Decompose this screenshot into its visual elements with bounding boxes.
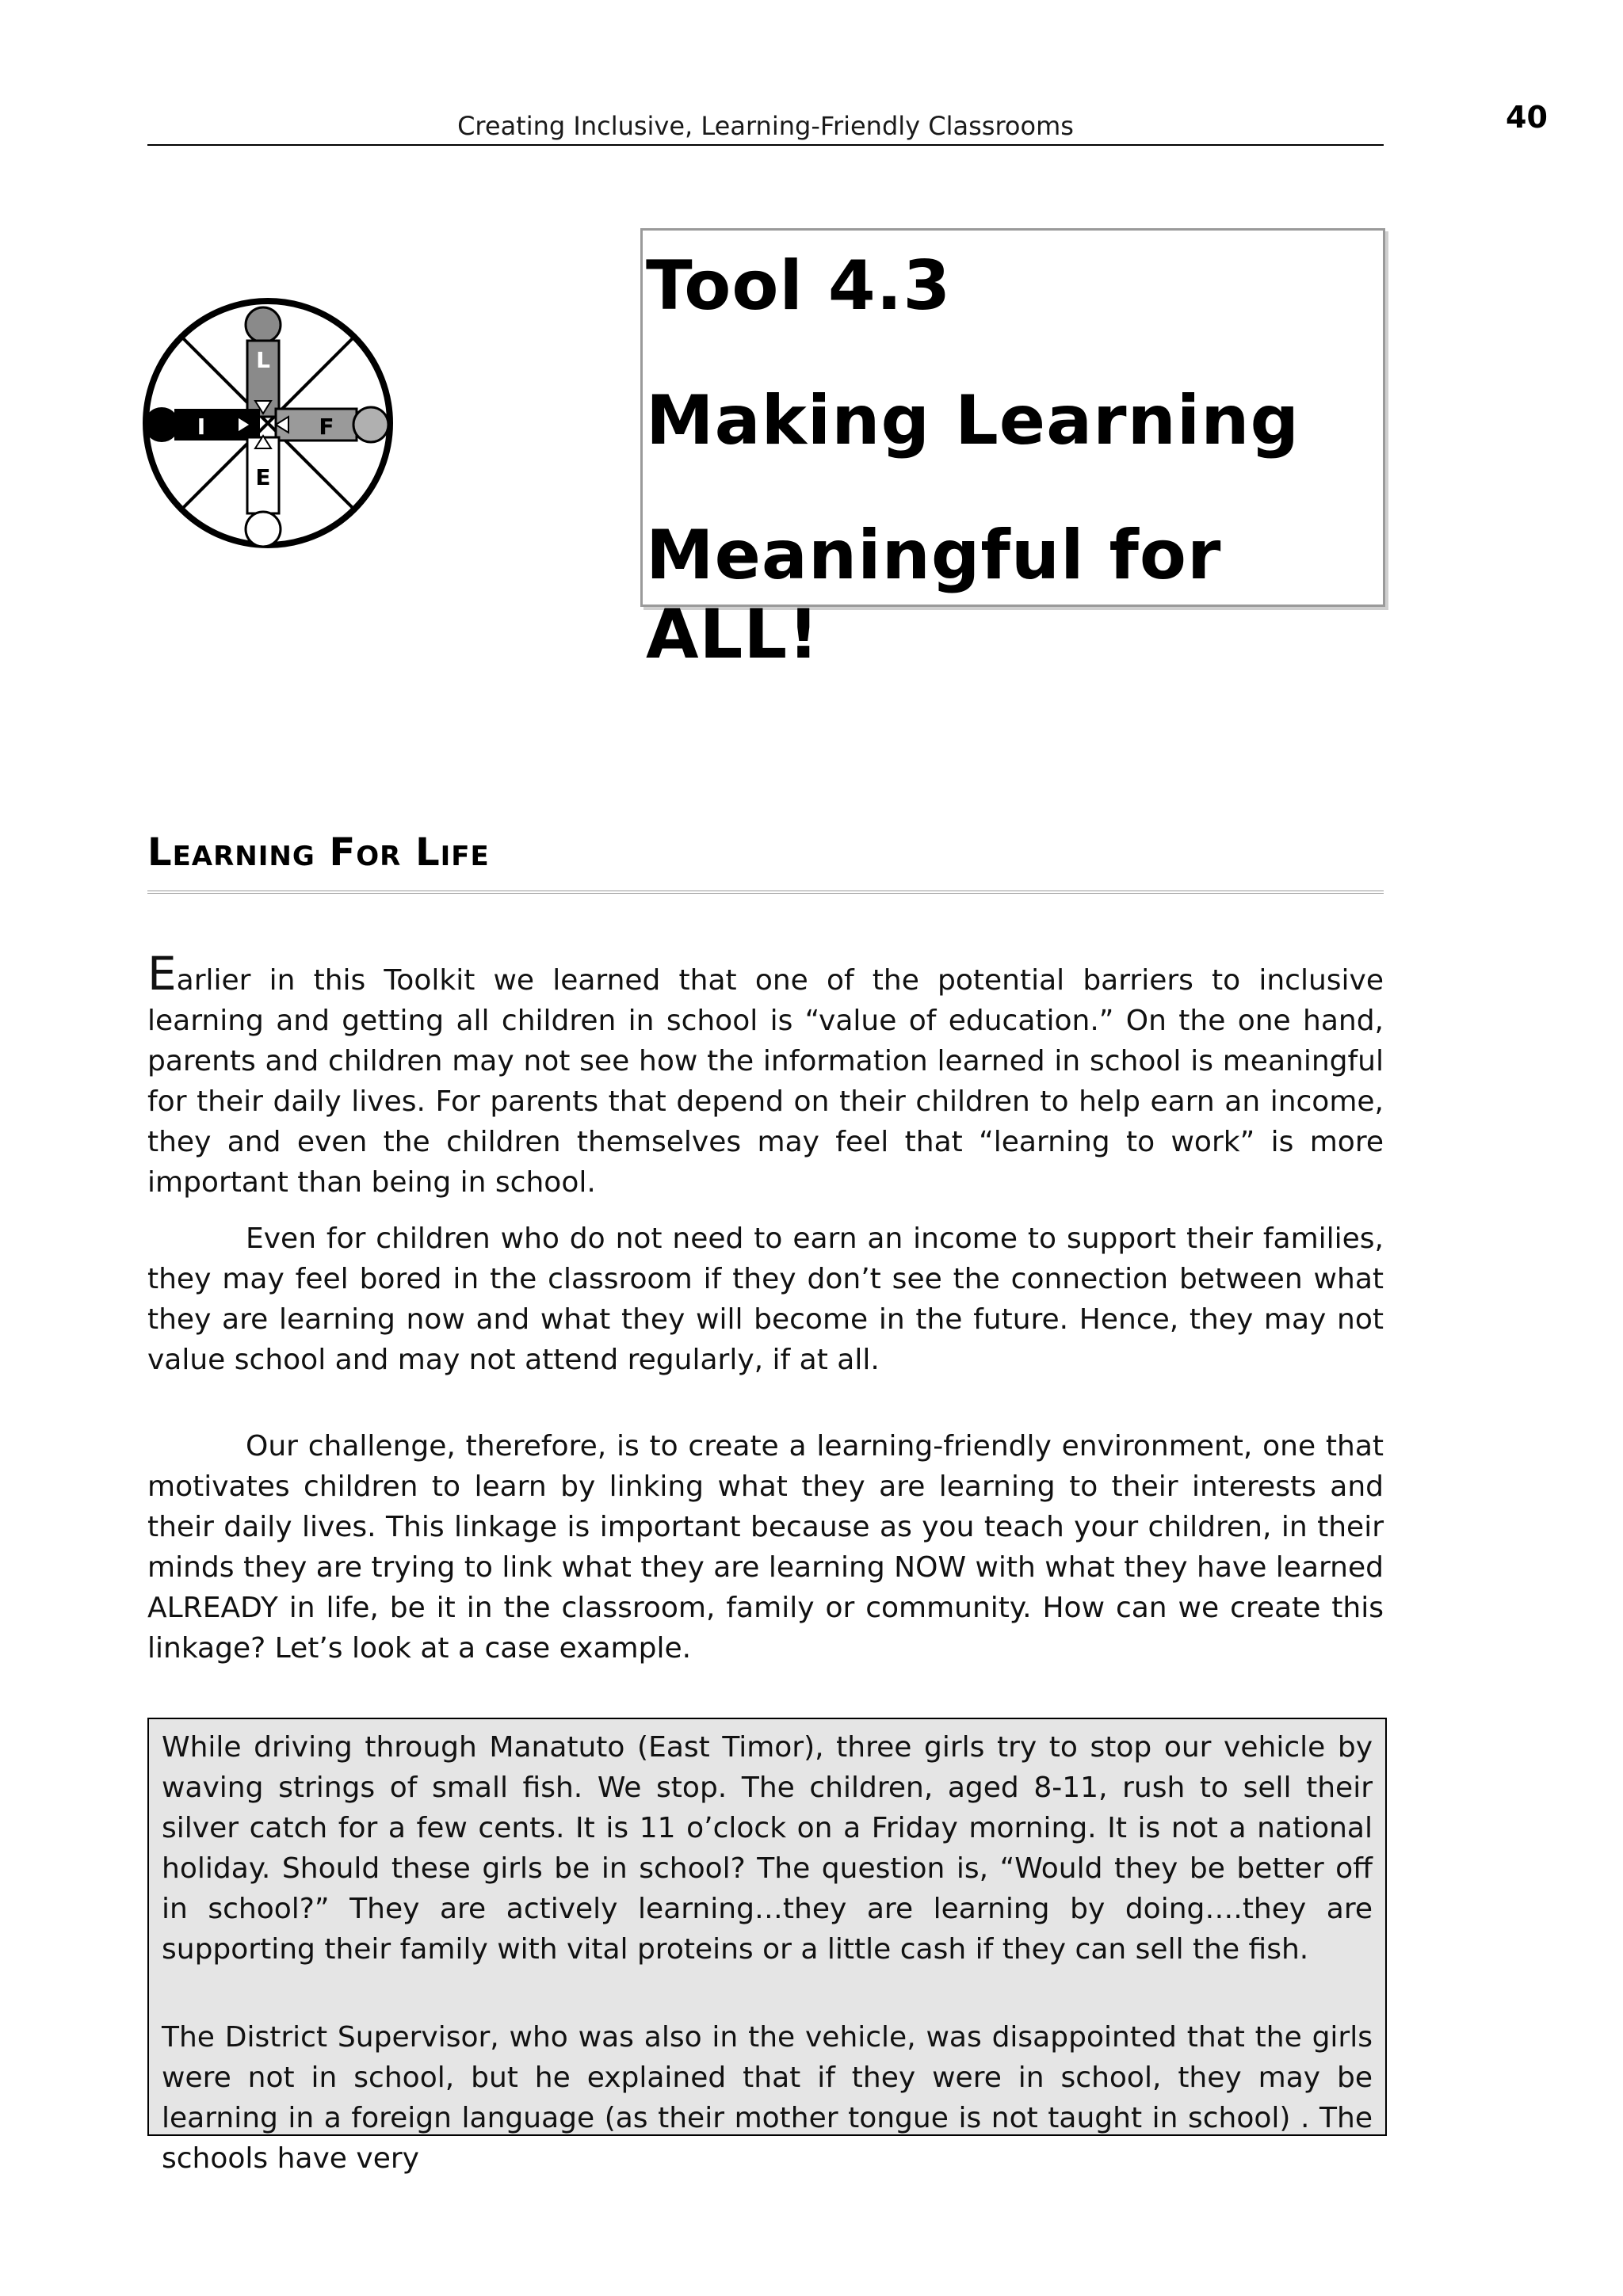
- running-title: Creating Inclusive, Learning-Friendly Classrooms: [457, 111, 1074, 141]
- case-paragraph-2: The District Supervisor, who was also in the vehicle, was disappointed that the girls were not in school, but he explained that if they were in school, they may be learning in a foreign language (as their mother tongue is not taught in school) . The schools have very: [162, 2021, 1373, 2175]
- drop-cap: E: [147, 947, 177, 1001]
- title-box: [640, 228, 1385, 674]
- tool-number: Tool 4.3: [646, 246, 952, 326]
- logo-letter-e: E: [255, 464, 271, 490]
- logo-letter-i: I: [197, 414, 206, 440]
- case-paragraph-1: While driving through Manatuto (East Timor), three girls try to stop our vehicle by waving strings of small fish. We stop. The children, aged 8-11, rush to sell their silver catch for a few cents. It is 11 o’clock on a Friday morning. It is not a national holiday. Should these girls be in school? The question is, “Would they be better off in school?” They are actively learning…they are learning by doing….they are supporting their family with vital proteins or a little cash if they can sell the fish.: [162, 1731, 1373, 1966]
- body-paragraph-1: [147, 947, 1384, 1203]
- body-paragraph-2-text: Even for children who do not need to earn an income to support their families, they may feel bored in the classroom if they don’t see the connection between what they are learning now and what they will become in the future. Hence, they may not value school and may not attend regularly, if at all.: [147, 1222, 1384, 1376]
- body-paragraph-3: [147, 1426, 1384, 1669]
- body-paragraph-1-text: arlier in this Toolkit we learned that one of the potential barriers to inclusive learning and getting all children in school is “value of education.” On the one hand, parents and children may not see how the information learned in school is meaningful for their daily lives. For parents that depend on their children to help earn an income, they and even the children themselves may feel that “learning to work” is more important than being in school.: [147, 964, 1384, 1199]
- page-number: 40: [1506, 100, 1548, 135]
- body-paragraph-2: [147, 1219, 1384, 1380]
- title-line-1: Making Learning: [646, 381, 1300, 460]
- life-logo-icon: [139, 295, 396, 551]
- title-line-2: Meaningful for ALL!: [646, 516, 1222, 674]
- logo-letter-f: F: [319, 414, 334, 440]
- body-paragraph-3-text: Our challenge, therefore, is to create a learning-friendly environment, one that motivates children to learn by linking what they are learning to their interests and their daily lives. This linkage is important because as you teach your children, in their minds they are trying to link what they are learning NOW with what they have learned ALREADY in life, be it in the classroom, family or community. How can we create this linkage? Let’s look at a case example.: [147, 1430, 1384, 1665]
- case-example-box: [147, 1718, 1387, 2175]
- section-heading-text: Learning For Life: [147, 830, 490, 875]
- section-heading: [147, 830, 1384, 894]
- logo-letter-l: L: [256, 347, 270, 373]
- running-header: [147, 108, 1384, 146]
